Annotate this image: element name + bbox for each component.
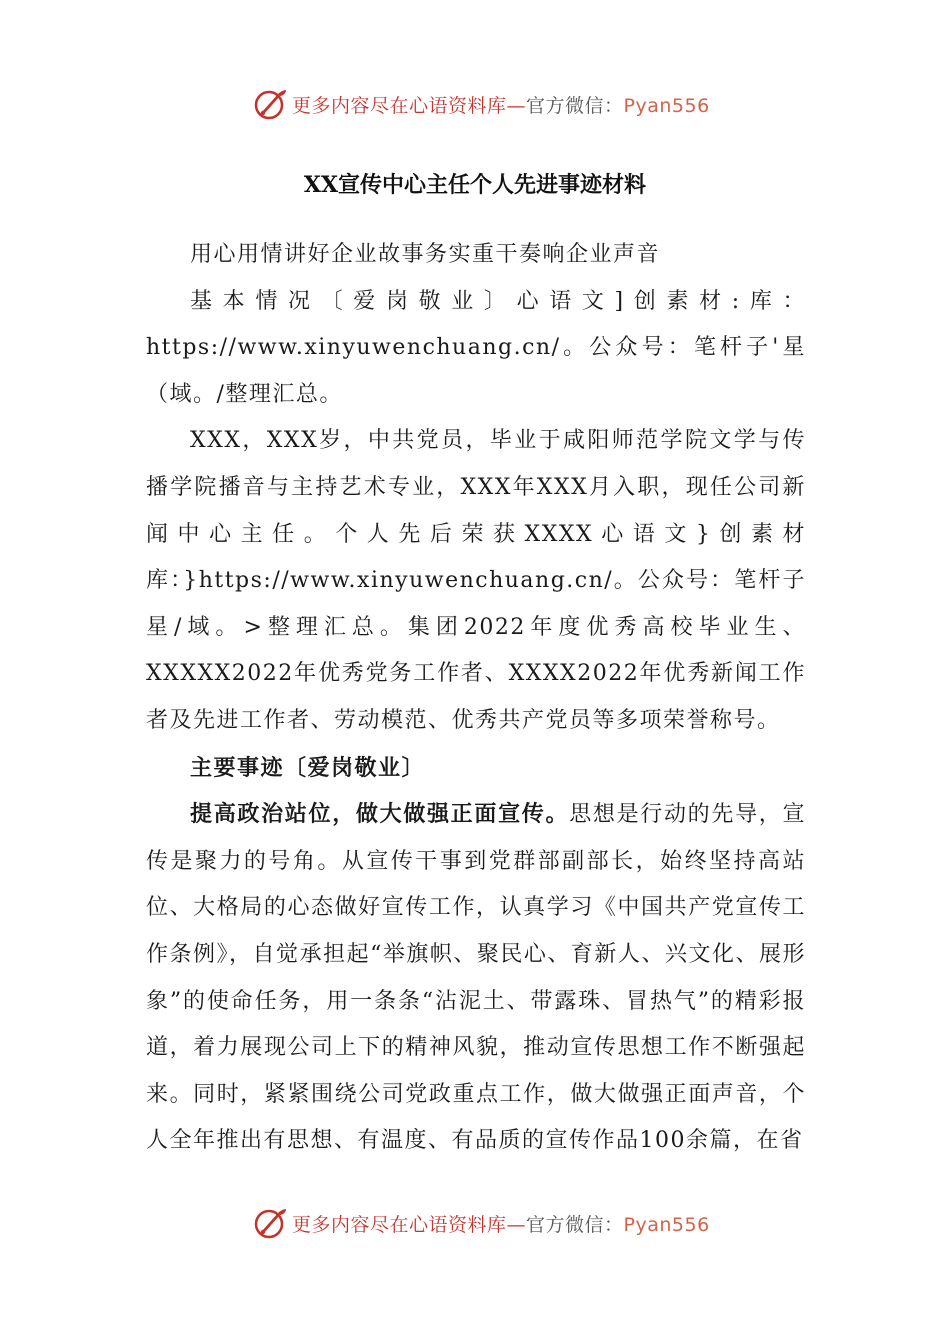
basic-info-heading-paragraph: 基本情况〔爱岗敬业〕心语文]创素材:库：https://www.xinyuwenchuang.cn/。公众号：笔杆子'星（域。/整理汇总。: [146, 288, 806, 407]
deeds-paragraph: [146, 791, 806, 1165]
quill-logo-icon: [252, 1205, 288, 1239]
deeds-body-text: 思想是行动的先导，宣传是聚力的号角。从宣传干事到党群部副部长，始终坚持高站位、大格局的心态做好宣传工作，认真学习《中国共产党宣传工作条例》，自觉承担起“举旗帜、聚民心、育新人、兴文化、展形象”的使命任务，用一条条“沾泥土、带露珠、冒热气”的精彩报道，着力展现公司上下的精神风貌，推动宣传思想工作不断强起来。同时，紧紧围绕公司党政重点工作，做大做强正面声音，个人全年推出有思想、有温度、有品质的宣传作品100余篇，在省: [146, 802, 806, 1154]
header-watermark: [252, 84, 710, 124]
deeds-lead-sentence: 提高政治站位，做大做强正面宣传。: [190, 801, 570, 828]
quill-logo-icon: [252, 86, 288, 122]
document-body: [146, 232, 806, 1165]
document-title: XX宣传中心主任个人先进事迹材料: [303, 172, 647, 198]
main-deeds-heading: 主要事迹〔爱岗敬业〕: [190, 754, 426, 781]
footer-watermark: [252, 1203, 710, 1239]
basic-info-paragraph: XXX，XXX岁，中共党员，毕业于咸阳师范学院文学与传播学院播音与主持艺术专业，XXX年XXX月入职，现任公司新闻中心主任。个人先后荣获XXXX心语文}创素材库：}https://www.xinyuwenchuang.cn/。公众号：笔杆子星/域。>整理汇总。集团2022年度优秀高校毕业生、XXXXX2022年优秀党务工作者、XXXX2022年优秀新闻工作者及先进工作者、劳动模范、优秀共产党员等多项荣誉称号。: [146, 428, 806, 733]
watermark-text: 更多内容尽在心语资料库—官方微信：Pyan556: [292, 94, 710, 117]
watermark-text: 更多内容尽在心语资料库—官方微信：Pyan556: [292, 1213, 710, 1236]
subtitle-paragraph: 用心用情讲好企业故事务实重干奏响企业声音: [190, 242, 661, 267]
